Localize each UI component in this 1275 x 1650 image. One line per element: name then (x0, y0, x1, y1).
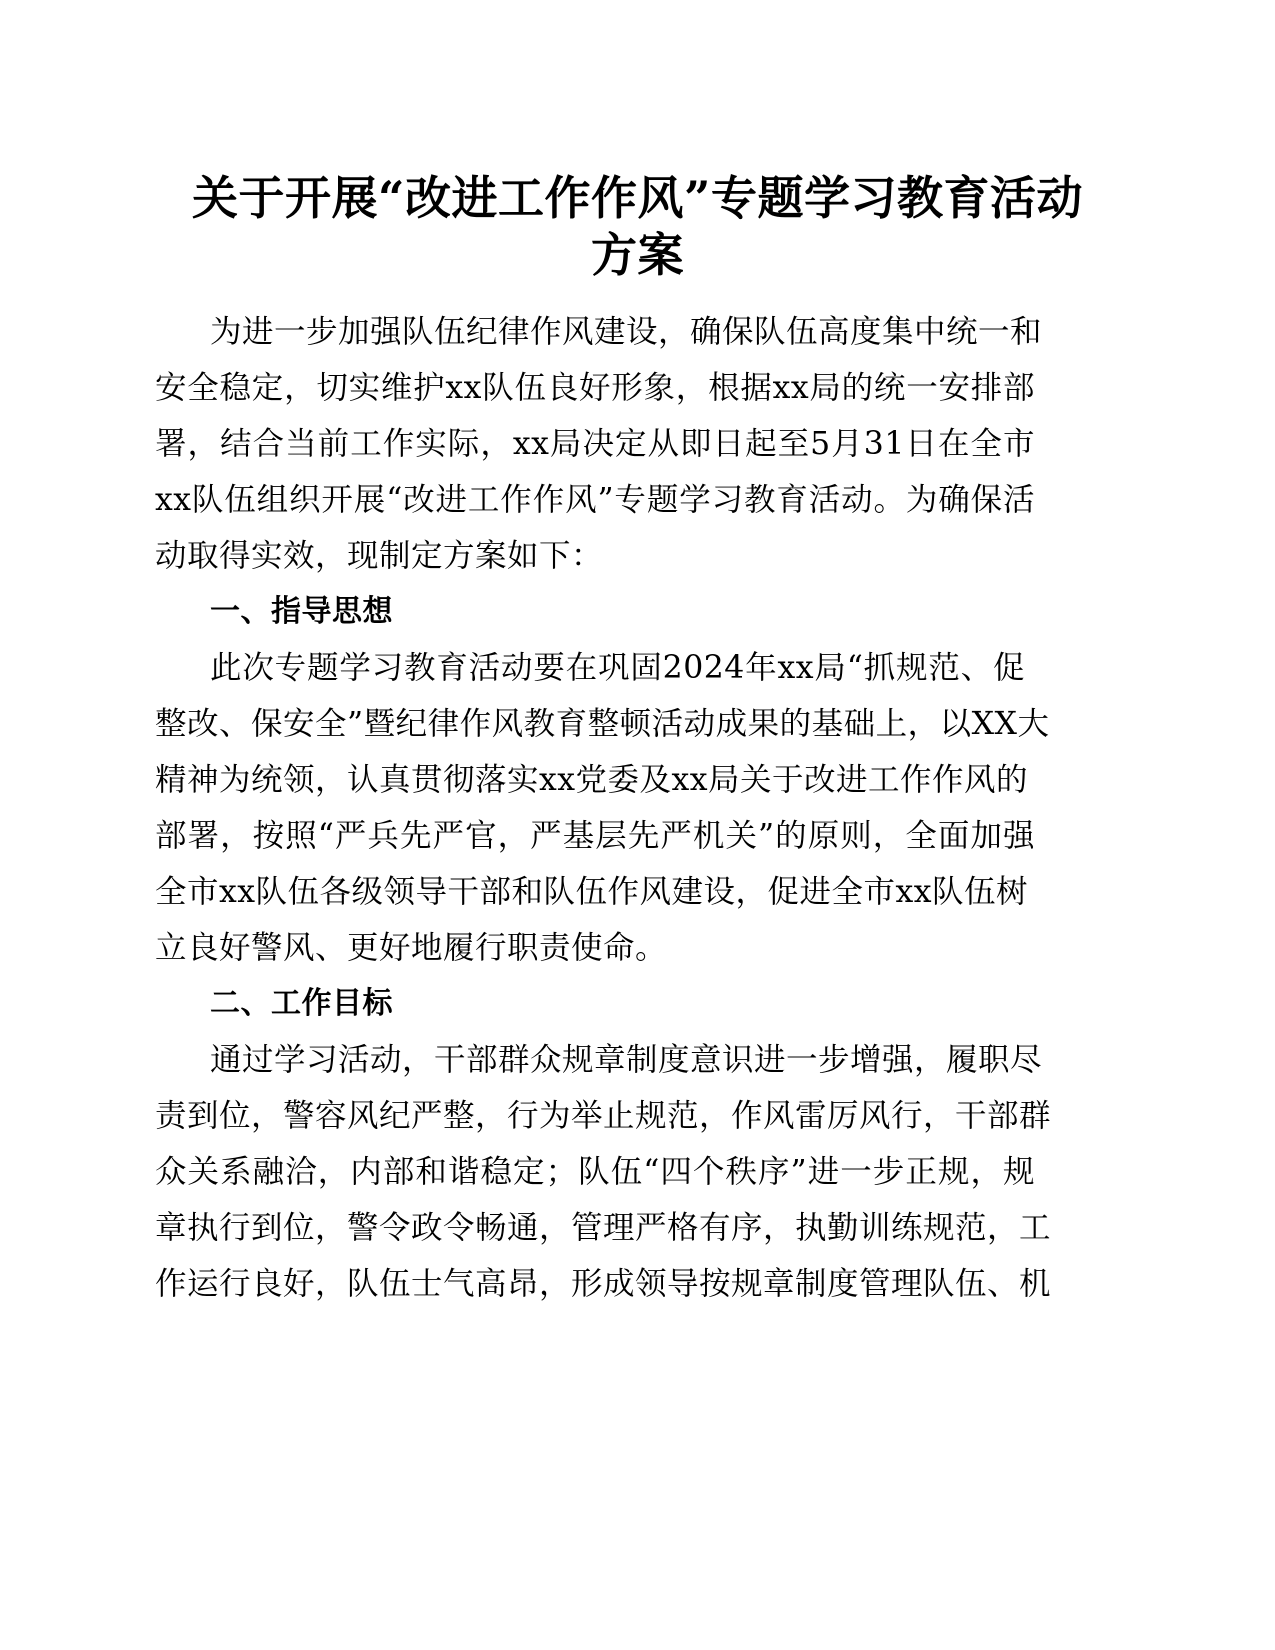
intro-paragraph-line: 动取得实效，现制定方案如下： (155, 538, 604, 574)
intro-paragraph-line: 为进一步加强队伍纪律作风建设，确保队伍高度集中统一和 (210, 314, 1043, 350)
section1-paragraph-line: 精神为统领，认真贯彻落实xx党委及xx局关于改进工作作风的 (155, 762, 1029, 798)
section-heading-work-objectives: 二、工作目标 (210, 986, 393, 1021)
section1-paragraph-line: 部署，按照“严兵先严官，严基层先严机关”的原则，全面加强 (155, 818, 1035, 854)
section2-paragraph-line: 众关系融洽，内部和谐稳定；队伍“四个秩序”进一步正规，规 (155, 1154, 1035, 1190)
section1-paragraph-line: 此次专题学习教育活动要在巩固2024年xx局“抓规范、促 (210, 650, 1025, 686)
intro-paragraph-line: 安全稳定，切实维护xx队伍良好形象，根据xx局的统一安排部 (155, 370, 1035, 406)
section2-paragraph-line: 责到位，警容风纪严整，行为举止规范，作风雷厉风行，干部群 (155, 1098, 1052, 1134)
section2-paragraph-line: 通过学习活动，干部群众规章制度意识进一步增强，履职尽 (210, 1042, 1043, 1078)
section1-paragraph-line: 全市xx队伍各级领导干部和队伍作风建设，促进全市xx队伍树 (155, 874, 1029, 910)
section1-paragraph-line: 整改、保安全”暨纪律作风教育整顿活动成果的基础上，以XX大 (155, 706, 1050, 742)
intro-paragraph-line: 署，结合当前工作实际，xx局决定从即日起至5月31日在全市 (155, 426, 1035, 462)
document-title-line-2: 方案 (591, 228, 684, 282)
section2-paragraph-line: 章执行到位，警令政令畅通，管理严格有序，执勤训练规范，工 (155, 1210, 1052, 1246)
document-title-line-1: 关于开展“改进工作作风”专题学习教育活动 (192, 171, 1083, 225)
section2-paragraph-line: 作运行良好，队伍士气高昂，形成领导按规章制度管理队伍、机 (155, 1266, 1052, 1302)
intro-paragraph-line: xx队伍组织开展“改进工作作风”专题学习教育活动。为确保活 (155, 482, 1035, 518)
section-heading-guiding-ideology: 一、指导思想 (210, 594, 393, 629)
section1-paragraph-line: 立良好警风、更好地履行职责使命。 (155, 930, 668, 966)
